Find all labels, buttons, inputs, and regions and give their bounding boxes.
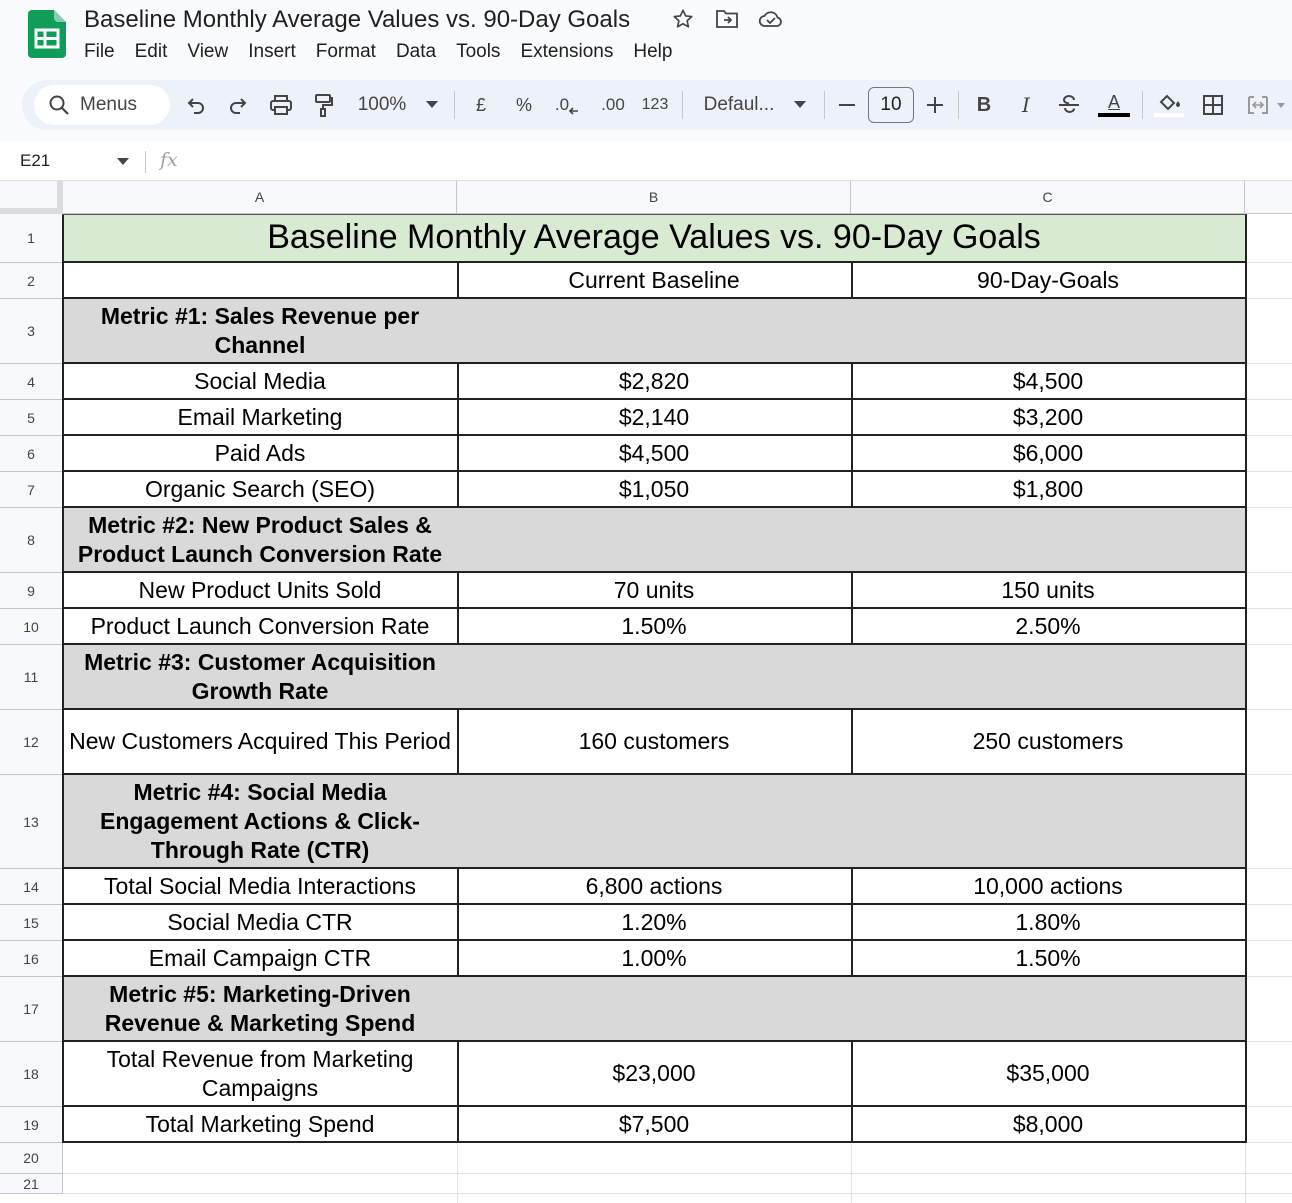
- metric-heading-cell[interactable]: [851, 775, 1247, 869]
- menu-view[interactable]: View: [187, 41, 229, 62]
- top-bar: [0, 0, 1292, 143]
- row-header[interactable]: 17: [0, 977, 63, 1042]
- gridline: [1245, 1143, 1246, 1203]
- metric-heading-cell[interactable]: [457, 645, 853, 710]
- row-header[interactable]: 5: [0, 400, 63, 436]
- row-header[interactable]: 16: [0, 941, 63, 977]
- row-header[interactable]: 19: [0, 1107, 63, 1143]
- gridline: [63, 1173, 1292, 1174]
- formula-separator: [145, 151, 146, 173]
- sheet-title-cell[interactable]: Baseline Monthly Average Values vs. 90-Day Goals: [63, 214, 1247, 263]
- fx-icon: fx: [160, 149, 178, 171]
- data-cell[interactable]: Product Launch Conversion Rate: [63, 609, 459, 645]
- row-header[interactable]: 13: [0, 775, 63, 869]
- row-header[interactable]: 20: [0, 1143, 63, 1174]
- data-cell[interactable]: New Customers Acquired This Period: [63, 710, 459, 775]
- row-header[interactable]: 15: [0, 905, 63, 941]
- decrease-decimal-label: .0: [554, 95, 570, 114]
- metric-heading-cell[interactable]: Metric #4: Social Media Engagement Actions & Click-Through Rate (CTR): [63, 775, 459, 869]
- merge-cells-icon[interactable]: [1244, 89, 1290, 121]
- borders-icon[interactable]: [1200, 89, 1226, 121]
- data-cell[interactable]: Email Marketing: [63, 400, 459, 436]
- column-header-a[interactable]: A: [63, 181, 457, 214]
- percent-format-button[interactable]: %: [515, 94, 532, 115]
- number-format-button[interactable]: 123: [641, 96, 669, 113]
- header-cell[interactable]: Current Baseline: [457, 263, 853, 299]
- data-cell[interactable]: $1,050: [457, 472, 853, 508]
- metric-heading-cell[interactable]: Metric #3: Customer Acquisition Growth Rate: [63, 645, 459, 710]
- name-box-dropdown-icon[interactable]: [117, 158, 129, 166]
- data-cell[interactable]: 150 units: [851, 573, 1247, 609]
- row-header[interactable]: 2: [0, 263, 63, 299]
- text-color-swatch: [1098, 113, 1130, 117]
- fill-color-icon[interactable]: [1154, 89, 1184, 121]
- data-cell[interactable]: 1.50%: [457, 609, 853, 645]
- data-cell[interactable]: Email Campaign CTR: [63, 941, 459, 977]
- gridline: [457, 1143, 458, 1203]
- metric-heading-cell[interactable]: [457, 775, 853, 869]
- increase-font-size-icon[interactable]: [924, 89, 946, 121]
- data-cell[interactable]: 160 customers: [457, 710, 853, 775]
- metric-heading-cell[interactable]: [851, 977, 1247, 1042]
- gridline: [63, 1193, 1292, 1194]
- paint-format-icon[interactable]: [310, 89, 336, 121]
- undo-icon[interactable]: [182, 89, 210, 121]
- row-header[interactable]: 12: [0, 710, 63, 775]
- metric-heading-cell[interactable]: [851, 645, 1247, 710]
- menu-file[interactable]: File: [84, 41, 115, 62]
- menu-data[interactable]: Data: [395, 41, 437, 62]
- data-cell[interactable]: Total Revenue from Marketing Campaigns: [63, 1042, 459, 1107]
- menu-extensions[interactable]: Extensions: [520, 41, 614, 62]
- arrow-left-icon: [569, 103, 579, 117]
- move-folder-icon[interactable]: [714, 6, 740, 32]
- data-cell[interactable]: $6,000: [851, 436, 1247, 472]
- menu-tools[interactable]: Tools: [456, 41, 501, 62]
- menu-format[interactable]: Format: [315, 41, 376, 62]
- row-header[interactable]: 11: [0, 645, 63, 710]
- data-cell[interactable]: New Product Units Sold: [63, 573, 459, 609]
- font-select[interactable]: Defaul...: [703, 94, 775, 115]
- decrease-font-size-icon[interactable]: [836, 89, 858, 121]
- formula-input[interactable]: [200, 149, 1280, 175]
- row-header[interactable]: 18: [0, 1042, 63, 1107]
- search-label: Menus: [80, 94, 138, 115]
- data-cell[interactable]: 1.00%: [457, 941, 853, 977]
- search-icon: [48, 94, 70, 116]
- menu-insert[interactable]: Insert: [248, 41, 296, 62]
- print-icon[interactable]: [266, 89, 296, 121]
- data-cell[interactable]: Paid Ads: [63, 436, 459, 472]
- font-size-input[interactable]: 10: [868, 87, 914, 123]
- toolbar: [22, 80, 1292, 130]
- metric-heading-cell[interactable]: [457, 299, 853, 364]
- data-cell[interactable]: 6,800 actions: [457, 869, 853, 905]
- header-cell[interactable]: [63, 263, 459, 299]
- column-header-d[interactable]: [1245, 181, 1292, 214]
- data-cell[interactable]: $4,500: [851, 364, 1247, 400]
- star-icon[interactable]: [670, 6, 696, 32]
- redo-icon[interactable]: [224, 89, 252, 121]
- text-color-button[interactable]: [1098, 89, 1130, 121]
- data-cell[interactable]: Total Social Media Interactions: [63, 869, 459, 905]
- data-cell[interactable]: 1.50%: [851, 941, 1247, 977]
- table-top-border: [62, 214, 1246, 215]
- cloud-saved-icon[interactable]: [758, 6, 784, 32]
- data-cell[interactable]: $1,800: [851, 472, 1247, 508]
- data-cell[interactable]: Social Media: [63, 364, 459, 400]
- fill-color-swatch: [1154, 113, 1184, 117]
- data-cell[interactable]: $2,820: [457, 364, 853, 400]
- row-header[interactable]: 8: [0, 508, 63, 573]
- sheets-logo-icon[interactable]: [28, 10, 66, 58]
- column-header-c[interactable]: C: [851, 181, 1245, 214]
- header-cell[interactable]: 90-Day-Goals: [851, 263, 1247, 299]
- row-header[interactable]: 10: [0, 609, 63, 645]
- metric-heading-cell[interactable]: [851, 508, 1247, 573]
- data-cell[interactable]: $3,200: [851, 400, 1247, 436]
- data-cell[interactable]: $7,500: [457, 1107, 853, 1143]
- data-cell[interactable]: 70 units: [457, 573, 853, 609]
- name-box[interactable]: E21: [20, 151, 51, 170]
- zoom-dropdown-icon[interactable]: [422, 89, 442, 121]
- decrease-decimal-button[interactable]: [550, 89, 584, 121]
- zoom-select[interactable]: 100%: [357, 94, 407, 115]
- text-color-label: A: [1107, 92, 1120, 112]
- data-cell[interactable]: $23,000: [457, 1042, 853, 1107]
- column-header-b[interactable]: B: [457, 181, 851, 214]
- spreadsheet-grid[interactable]: [0, 181, 1292, 1192]
- row-header[interactable]: 4: [0, 364, 63, 400]
- document-title[interactable]: Baseline Monthly Average Values vs. 90-Day Goals: [84, 6, 631, 33]
- increase-decimal-label: .00: [601, 95, 625, 114]
- currency-format-button[interactable]: £: [475, 94, 486, 115]
- data-cell[interactable]: 250 customers: [851, 710, 1247, 775]
- row-header[interactable]: 3: [0, 299, 63, 364]
- strikethrough-icon[interactable]: [1056, 89, 1082, 121]
- data-cell[interactable]: 1.20%: [457, 905, 853, 941]
- data-cell[interactable]: 1.80%: [851, 905, 1247, 941]
- data-cell[interactable]: $8,000: [851, 1107, 1247, 1143]
- bold-button[interactable]: B: [976, 93, 992, 116]
- italic-button[interactable]: I: [1022, 93, 1030, 117]
- metric-heading-cell[interactable]: [851, 299, 1247, 364]
- data-cell[interactable]: $4,500: [457, 436, 853, 472]
- increase-decimal-button[interactable]: [594, 89, 632, 121]
- data-cell[interactable]: Total Marketing Spend: [63, 1107, 459, 1143]
- data-cell[interactable]: Organic Search (SEO): [63, 472, 459, 508]
- data-cell[interactable]: 10,000 actions: [851, 869, 1247, 905]
- metric-heading-cell[interactable]: Metric #2: New Product Sales & Product Launch Conversion Rate: [63, 508, 459, 573]
- metric-heading-cell[interactable]: [457, 508, 853, 573]
- formula-bar: [0, 143, 1292, 181]
- data-cell[interactable]: 2.50%: [851, 609, 1247, 645]
- gridline: [851, 1143, 852, 1203]
- metric-heading-cell[interactable]: Metric #1: Sales Revenue per Channel: [63, 299, 459, 364]
- font-dropdown-icon[interactable]: [790, 89, 810, 121]
- menus-search[interactable]: [34, 85, 170, 125]
- menu-edit[interactable]: Edit: [134, 41, 168, 62]
- row-header[interactable]: 6: [0, 436, 63, 472]
- data-cell[interactable]: Social Media CTR: [63, 905, 459, 941]
- row-header[interactable]: 21: [0, 1174, 63, 1194]
- row-header[interactable]: 9: [0, 573, 63, 609]
- row-header[interactable]: 7: [0, 472, 63, 508]
- table-left-border: [62, 214, 64, 1143]
- metric-heading-cell[interactable]: Metric #5: Marketing-Driven Revenue & Marketing Spend: [63, 977, 459, 1042]
- row-header[interactable]: 1: [0, 214, 63, 263]
- row-header[interactable]: 14: [0, 869, 63, 905]
- metric-heading-cell[interactable]: [457, 977, 853, 1042]
- data-cell[interactable]: $2,140: [457, 400, 853, 436]
- menu-help[interactable]: Help: [633, 41, 673, 62]
- menu-bar: [74, 38, 682, 66]
- data-cell[interactable]: $35,000: [851, 1042, 1247, 1107]
